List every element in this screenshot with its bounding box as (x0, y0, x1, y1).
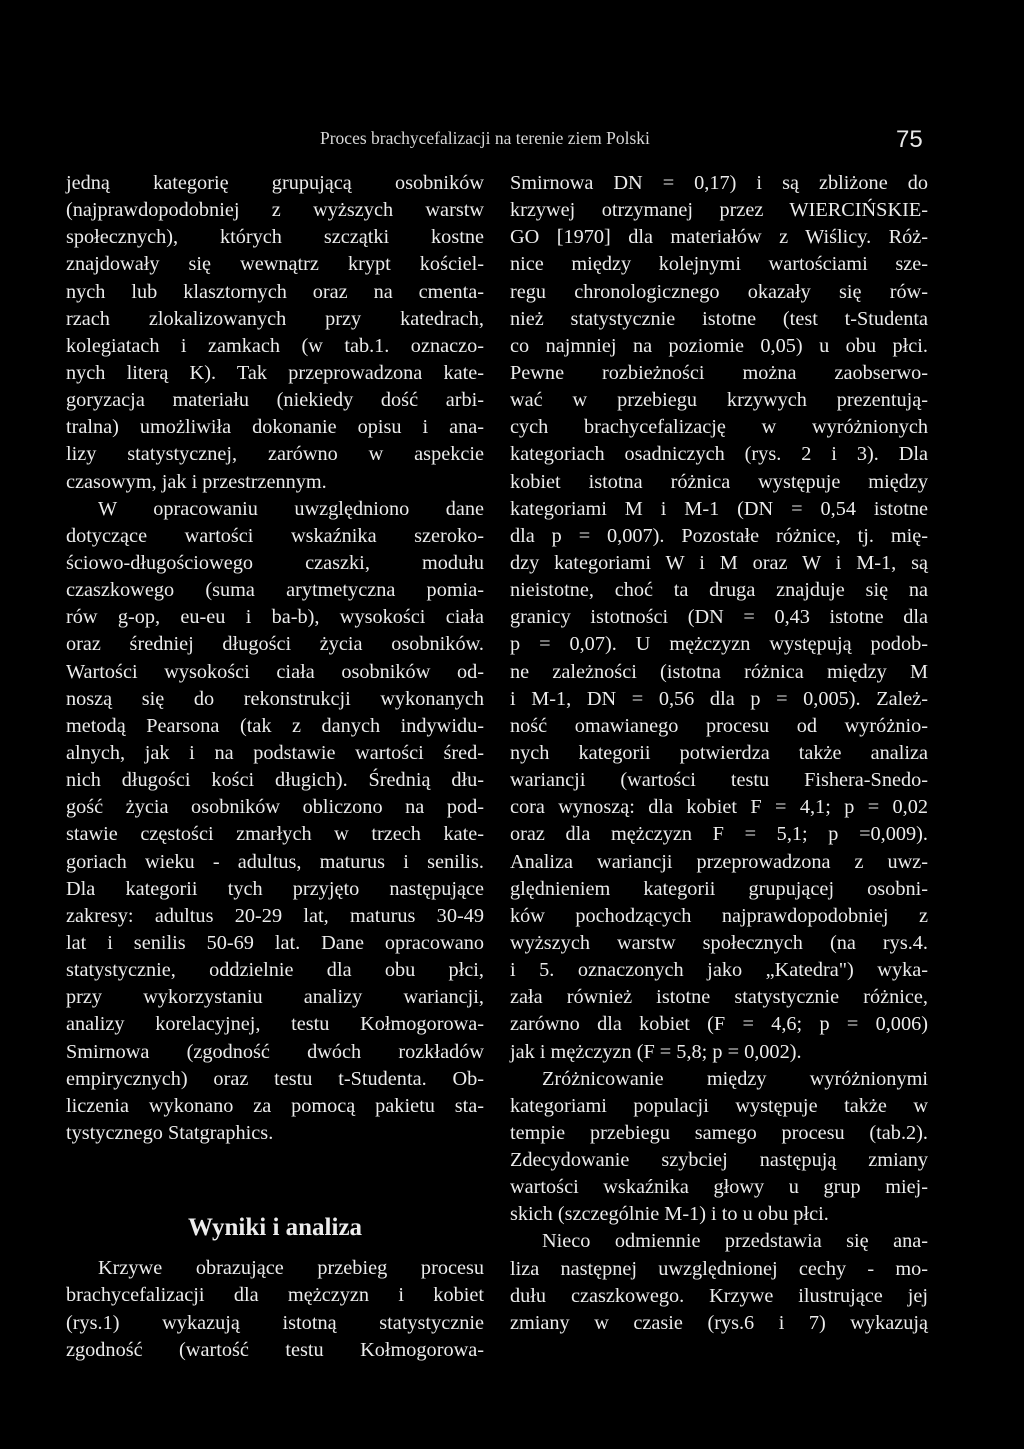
text-line: skich (szczególnie M-1) i to u obu płci. (510, 1203, 829, 1226)
paragraph (66, 496, 484, 1147)
text-line: dla p = 0,007). Pozostałe różnice, tj. mię- (510, 524, 928, 547)
text-line: zgodność (wartość testu Kołmogorowa- (66, 1338, 484, 1361)
text-line: goryzacja materiału (niekiedy dość arbi- (66, 389, 484, 412)
text-line: liczenia wykonano za pomocą pakietu sta- (66, 1094, 484, 1117)
text-line: krzywej otrzymanej przez WIERCIŃSKIE- (510, 199, 928, 222)
text-line: rów g-op, eu-eu i ba-b), wysokości ciała (66, 606, 484, 629)
text-line: statystycznie, oddzielnie dla obu płci, (66, 959, 484, 982)
text-line: Nieco odmiennie przedstawia się ana- (542, 1230, 928, 1253)
text-line: cora wynoszą: dla kobiet F = 4,1; p = 0,02 (510, 796, 928, 819)
text-line: zmiany w czasie (rys.6 i 7) wykazują (510, 1311, 928, 1334)
text-line: znajdowały się wewnątrz krypt kościel- (66, 253, 484, 276)
section-heading: Wyniki i analiza (187, 1214, 363, 1242)
text-line: stawie częstości zmarłych w trzech kate- (66, 823, 484, 846)
text-line: nich długości kości długich). Średnią dłu- (66, 769, 484, 792)
text-line: goriach wieku - adultus, maturus i senilis. (66, 850, 484, 873)
text-line: GO [1970] dla materiałów z Wiślicy. Róż- (510, 226, 928, 249)
text-line: ność omawianego procesu od wyróżnio- (510, 714, 928, 737)
text-line: nych lub klasztornych oraz na cmenta- (66, 280, 484, 303)
text-line: kobiet istotna różnica występuje między (510, 470, 928, 493)
text-line: jedną kategorię grupującą osobników (66, 172, 484, 194)
paragraph (66, 1255, 484, 1364)
text-line: Zdecydowanie szybciej następują zmiany (510, 1149, 928, 1172)
text-line: i 5. oznaczonych jako „Katedra") wyka- (510, 959, 928, 982)
text-line: Wartości wysokości ciała osobników od- (66, 660, 484, 683)
text-line: dułu czaszkowego. Krzywe ilustrujące jej (510, 1284, 928, 1307)
spacer (66, 1147, 484, 1174)
page-number: 75 (896, 126, 923, 153)
text-line: metodą Pearsona (tak z danych indywidu- (66, 714, 484, 737)
text-line: kategoriach osadniczych (rys. 2 i 3). Dla (510, 443, 928, 466)
text-line: ków pochodzących najprawdopodobniej z (510, 904, 928, 927)
text-line: czaszkowego (suma arytmetyczna pomia- (66, 579, 484, 602)
text-line: W opracowaniu uwzględniono dane (98, 497, 484, 520)
text-line: tralna) umożliwiła dokonanie opisu i ana- (66, 416, 484, 439)
text-line: (najprawdopodobniej z wyższych warstw (66, 199, 484, 222)
text-line: Smirnowa (zgodność dwóch rozkładów (66, 1040, 484, 1063)
text-line: przy wykorzystaniu analizy wariancji, (66, 986, 484, 1009)
text-line: noszą się do rekonstrukcji wykonanych (66, 687, 484, 710)
text-line: granicy istotności (DN = 0,43 istotne dla (510, 606, 928, 629)
text-line: nież statystycznie istotne (test t-Studenta (510, 307, 928, 330)
text-line: kategoriami M i M-1 (DN = 0,54 istotne (510, 497, 928, 520)
running-head: Proces brachycefalizacji na terenie ziem Polski (320, 128, 650, 148)
text-line: wartości wskaźnika głowy u grup miej- (510, 1176, 928, 1199)
text-line: gość życia osobników obliczono na pod- (66, 796, 484, 819)
text-line: alnych, jak i na podstawie wartości śred- (66, 741, 484, 764)
spacer (66, 1174, 484, 1201)
text-line: tempie przebiegu samego procesu (tab.2). (510, 1121, 928, 1144)
text-line: tystycznego Statgraphics. (66, 1121, 274, 1144)
right-column (510, 170, 928, 1337)
text-line: wariancji (wartości testu Fishera-Snedo- (510, 769, 928, 792)
text-line: cych brachycefalizację w wyróżnionych (510, 416, 928, 439)
paragraph (66, 170, 484, 496)
text-line: Smirnowa DN = 0,17) i są zbliżone do (510, 172, 928, 194)
text-line: Analiza wariancji przeprowadzona z uwz- (510, 850, 928, 873)
paragraph (510, 1228, 928, 1337)
text-line: zarówno dla kobiet (F = 4,6; p = 0,006) (510, 1013, 928, 1036)
text-line: oraz średniej długości życia osobników. (66, 633, 484, 656)
text-line: nych literą K). Tak przeprowadzona kate- (66, 361, 484, 384)
text-line: ściowo-długościowego czaszki, modułu (66, 551, 484, 574)
text-line: Zróżnicowanie między wyróżnionymi (542, 1067, 928, 1090)
text-line: jak i mężczyzn (F = 5,8; p = 0,002). (510, 1040, 802, 1063)
text-line: lat i senilis 50-69 lat. Dane opracowano (66, 931, 484, 954)
text-line: zała również istotne statystycznie różnice, (510, 986, 928, 1009)
text-line: co najmniej na poziomie 0,05) u obu płci. (510, 334, 928, 357)
text-line: oraz dla mężczyzn F = 5,1; p =0,009). (510, 823, 928, 846)
text-line: liza następnej uwzględnionej cechy - mo- (510, 1257, 928, 1280)
text-line: Pewne rozbieżności można zaobserwo- (510, 361, 928, 384)
text-line: rzach zlokalizowanych przy katedrach, (66, 307, 484, 330)
text-line: społecznych), których szczątki kostne (66, 226, 484, 249)
text-line: wać w przebiegu krzywych prezentują- (510, 389, 928, 412)
text-line: czasowym, jak i przestrzennym. (66, 470, 327, 493)
paragraph (510, 170, 928, 1066)
text-line: ględnieniem kategorii grupującej osobni- (510, 877, 928, 900)
text-line: brachycefalizacji dla mężczyzn i kobiet (66, 1284, 484, 1307)
text-line: (rys.1) wykazują istotną statystycznie (66, 1311, 484, 1334)
text-line: empirycznych) oraz testu t-Studenta. Ob- (66, 1067, 484, 1090)
text-line: zakresy: adultus 20-29 lat, maturus 30-49 (66, 904, 484, 927)
text-line: nice między kolejnymi wartościami sze- (510, 253, 928, 276)
text-line: i M-1, DN = 0,56 dla p = 0,005). Zależ- (510, 687, 928, 710)
text-line: nieistotne, choć ta druga znajduje się na (510, 579, 928, 602)
text-line: kategoriami populacji występuje także w (510, 1094, 928, 1117)
left-column (66, 170, 484, 1364)
text-line: analizy korelacyjnej, testu Kołmogorowa- (66, 1013, 484, 1036)
text-line: Krzywe obrazujące przebieg procesu (98, 1257, 484, 1280)
text-line: ne zależności (istotna różnica między M (510, 660, 928, 683)
text-line: p = 0,07). U mężczyzn występują podob- (510, 633, 928, 656)
text-line: Dla kategorii tych przyjęto następujące (66, 877, 484, 900)
text-line: dzy kategoriami W i M oraz W i M-1, są (510, 551, 928, 574)
text-line: wyższych warstw społecznych (na rys.4. (510, 931, 928, 954)
text-line: nych kategorii potwierdza także analiza (510, 741, 928, 764)
text-line: regu chronologicznego okazały się rów- (510, 280, 928, 303)
text-line: dotyczące wartości wskaźnika szeroko- (66, 524, 484, 547)
text-line: lizy statystycznej, zarówno w aspekcie (66, 443, 484, 466)
paragraph (510, 1066, 928, 1229)
text-line: kolegiatach i zamkach (w tab.1. oznaczo- (66, 334, 484, 357)
